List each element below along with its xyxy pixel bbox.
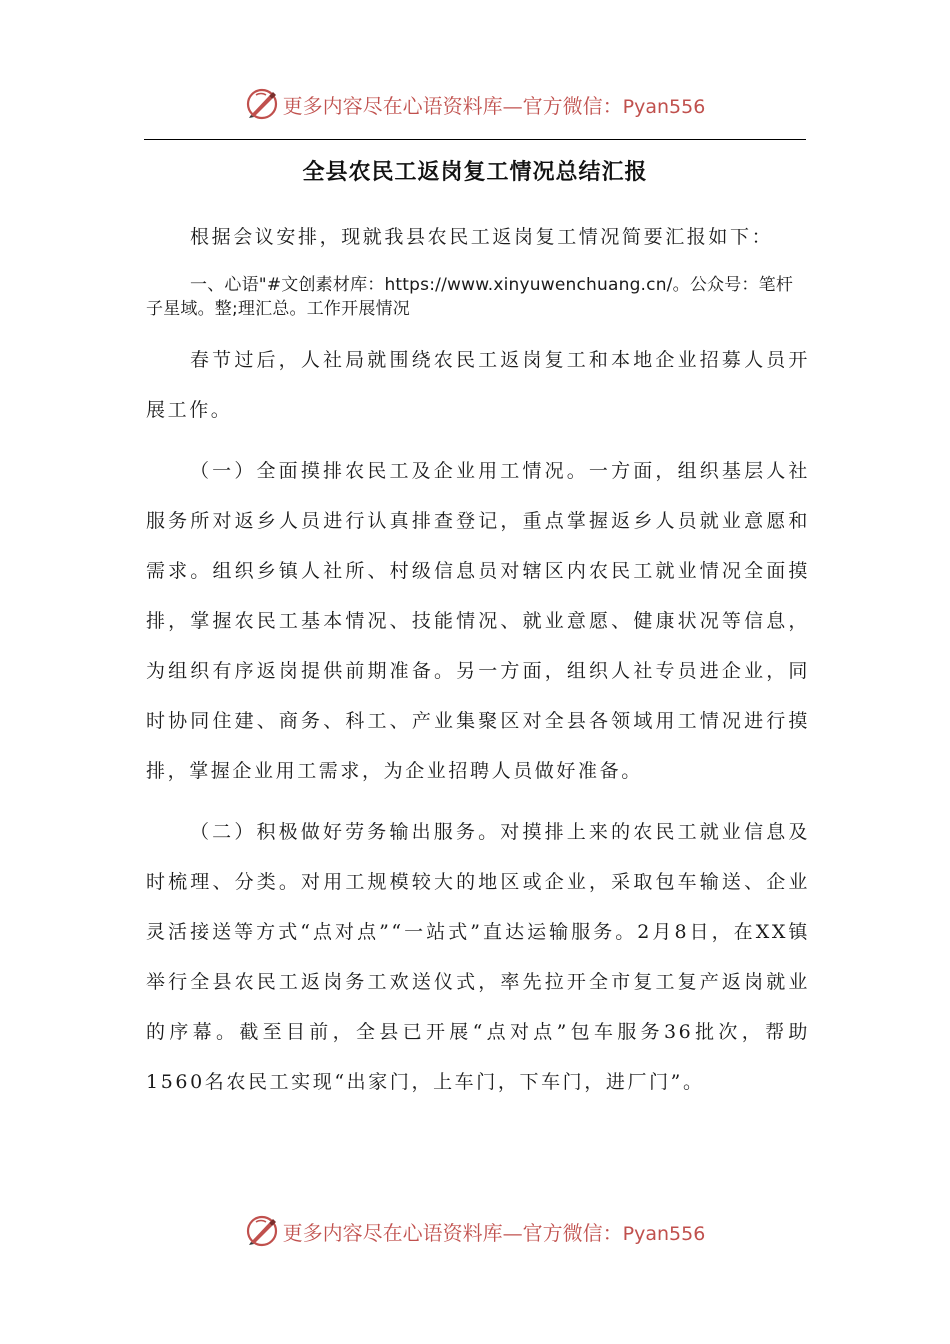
- paragraph-section-2: （二）积极做好劳务输出服务。对摸排上来的农民工就业信息及时梳理、分类。对用工规模较大的地区或企业，采取包车输送、企业灵活接送等方式“点对点”“一站式”直达运输服务。2月8日，在XX镇举行全县农民工返岗务工欢送仪式，率先拉开全市复工复产返岗就业的序幕。截至目前，全县已开展“点对点”包车服务36批次，帮助1560名农民工实现“出家门，上车门，下车门，进厂门”。: [146, 821, 810, 1093]
- pen-logo-icon: [245, 1214, 279, 1248]
- footer-banner-text: 更多内容尽在心语资料库—官方微信：Pyan556: [282, 1220, 706, 1245]
- footer-banner-handle: Pyan556: [622, 1222, 706, 1245]
- paragraph-overview: 春节过后，人社局就围绕农民工返岗复工和本地企业招募人员开展工作。: [146, 349, 810, 421]
- paragraph-section-1: （一）全面摸排农民工及企业用工情况。一方面，组织基层人社服务所对返乡人员进行认真排查登记，重点掌握返乡人员就业意愿和需求。组织乡镇人社所、村级信息员对辖区内农民工就业情况全面摸排，掌握农民工基本情况、技能情况、就业意愿、健康状况等信息，为组织有序返岗提供前期准备。另一方面，组织人社专员进企业，同时协同住建、商务、科工、产业集聚区对全县各领域用工情况进行摸排，掌握企业用工需求，为企业招聘人员做好准备。: [146, 460, 810, 782]
- document-title: 全县农民工返岗复工情况总结汇报: [302, 160, 648, 185]
- header-divider: [144, 139, 806, 140]
- header-banner-handle: Pyan556: [622, 95, 706, 118]
- header-banner: [0, 84, 950, 124]
- paragraph-intro: 根据会议安排，现就我县农民工返岗复工情况简要汇报如下：: [190, 226, 774, 248]
- footer-banner: [0, 1211, 950, 1251]
- pen-logo-icon: [245, 87, 279, 121]
- paragraph-section-heading: 一、心语"#文创素材库：https://www.xinyuwenchuang.cn/。公众号：笔杆子星域。整;理汇总。工作开展情况: [146, 275, 794, 319]
- document-body: [146, 212, 810, 1118]
- header-banner-text: 更多内容尽在心语资料库—官方微信：Pyan556: [282, 93, 706, 118]
